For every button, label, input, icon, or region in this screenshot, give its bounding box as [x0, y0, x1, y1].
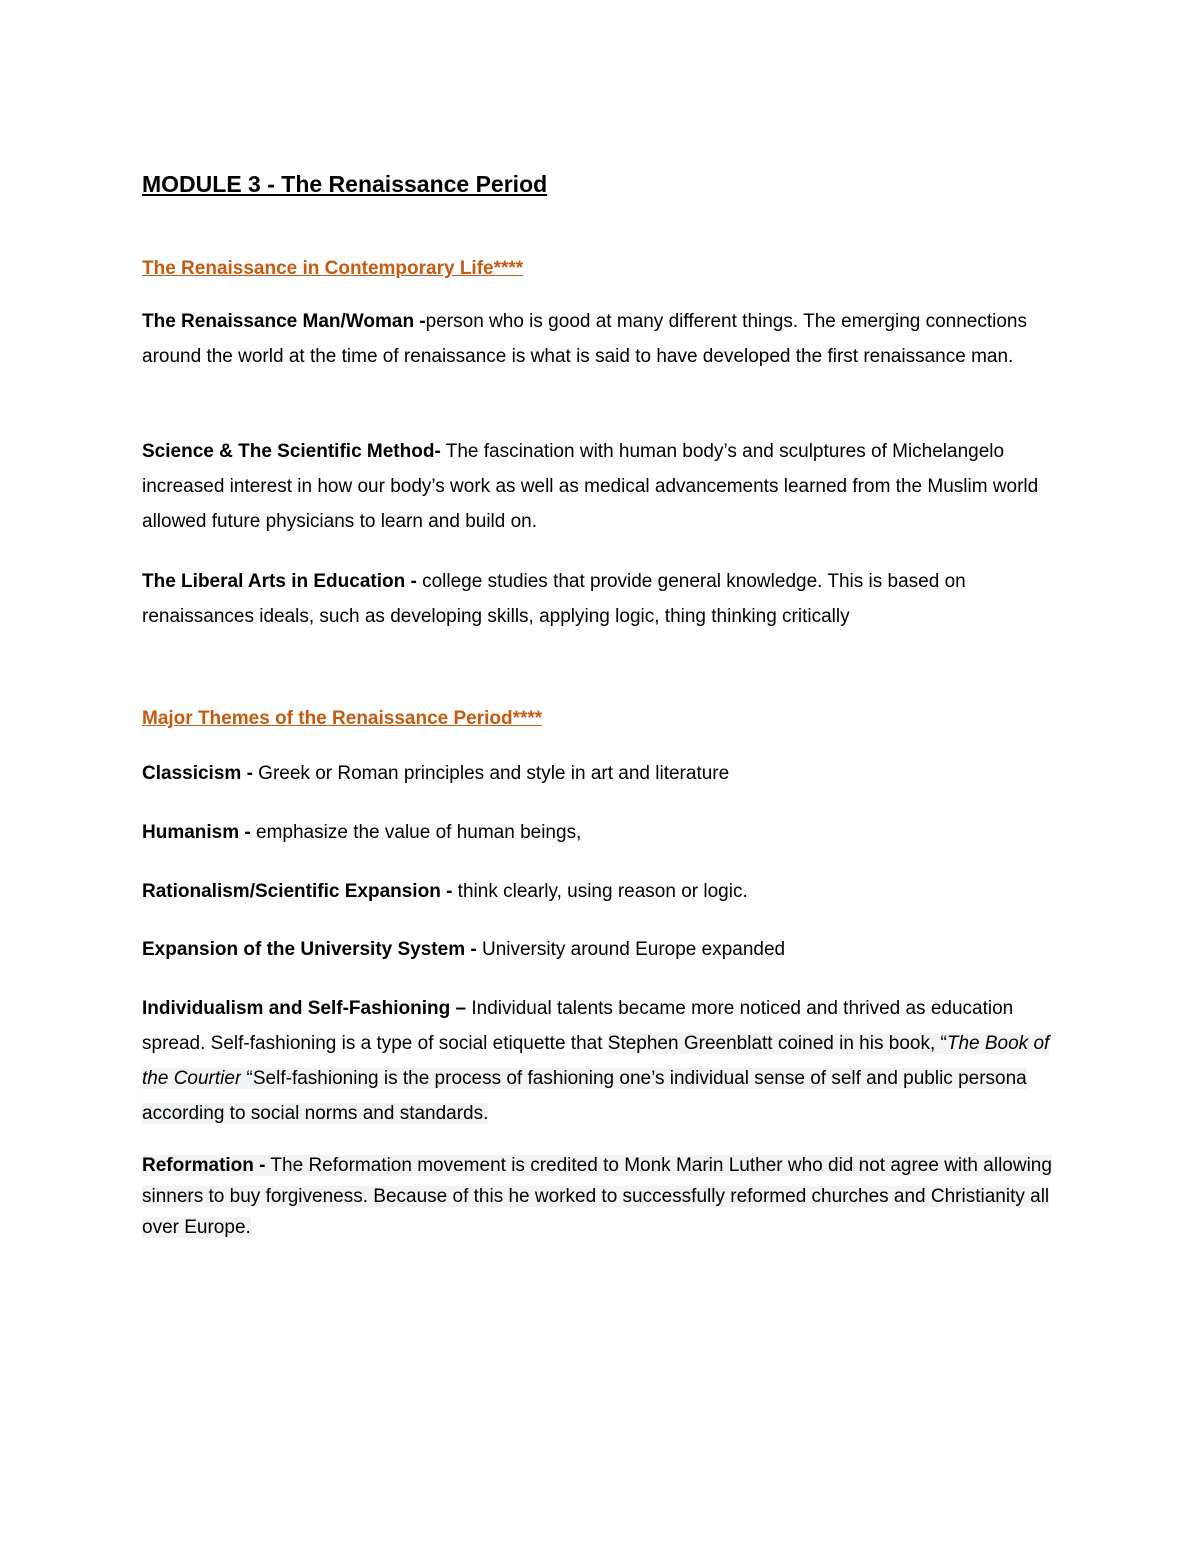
definition-rationalism: think clearly, using reason or logic.: [452, 881, 748, 902]
definition-reformation: The Reformation movement is credited to Monk Marin Luther who did not agree with allowing sinners to buy forgiveness. Because of this he worked to successfully reformed churches and Christianity all over Europe.: [142, 1155, 1052, 1238]
definition-humanism: emphasize the value of human beings,: [250, 822, 582, 843]
paragraph-rationalism: [142, 874, 1062, 909]
term-liberal-arts: The Liberal Arts in Education -: [142, 571, 417, 592]
section-heading-contemporary-life: The Renaissance in Contemporary Life****: [142, 258, 524, 279]
paragraph-individualism: [142, 991, 1062, 1131]
term-classicism: Classicism -: [142, 763, 253, 784]
term-scientific-method: Science & The Scientific Method-: [142, 441, 441, 462]
term-reformation: Reformation -: [142, 1155, 266, 1176]
page-title: MODULE 3 - The Renaissance Period: [142, 171, 548, 197]
paragraph-humanism: [142, 815, 1062, 850]
definition-individualism-part-2: Stephen Greenblatt coined in his book, “: [607, 1033, 947, 1054]
definition-renaissance-man: person who is good at many different things. The emerging connections around the world at the time of renaissance is what is said to have developed the first renaissance man.: [142, 311, 1028, 367]
book-title: The Book of the Courtier: [142, 1033, 1050, 1089]
definition-scientific-method: The fascination with human body’s and sculptures of Michelangelo increased interest in how our body’s work as well as medical advancements learned from the Muslim world allowed future physicians to learn and build on.: [142, 441, 1039, 532]
paragraph-scientific-method: [142, 434, 1062, 539]
term-renaissance-man: The Renaissance Man/Woman -: [142, 311, 426, 332]
definition-individualism-part-1: Individual talents became more noticed and thrived as education spread. Self-fashioning is a type of social etiquette that: [142, 998, 1014, 1054]
paragraph-reformation: [142, 1150, 1062, 1243]
paragraph-liberal-arts: [142, 564, 1062, 634]
paragraph-university-system: [142, 932, 1062, 967]
paragraph-classicism: [142, 756, 1062, 791]
paragraph-renaissance-man: [142, 304, 1062, 374]
term-humanism: Humanism -: [142, 822, 251, 843]
section-heading-major-themes: Major Themes of the Renaissance Period****: [142, 708, 543, 729]
definition-university-system: University around Europe expanded: [476, 939, 786, 960]
definition-classicism: Greek or Roman principles and style in art and literature: [252, 763, 730, 784]
reformation-highlight: [142, 1155, 1052, 1238]
term-university-system: Expansion of the University System -: [142, 939, 477, 960]
term-rationalism: Rationalism/Scientific Expansion -: [142, 881, 453, 902]
term-individualism: Individualism and Self-Fashioning –: [142, 998, 467, 1019]
definition-liberal-arts: college studies that provide general knowledge. This is based on renaissances ideals, such as developing skills, applying logic, thing thinking critically: [142, 571, 966, 627]
definition-individualism-part-3: “Self-fashioning is the process of fashioning one’s individual sense of self and public persona according to social norms and standards.: [142, 1068, 1027, 1124]
